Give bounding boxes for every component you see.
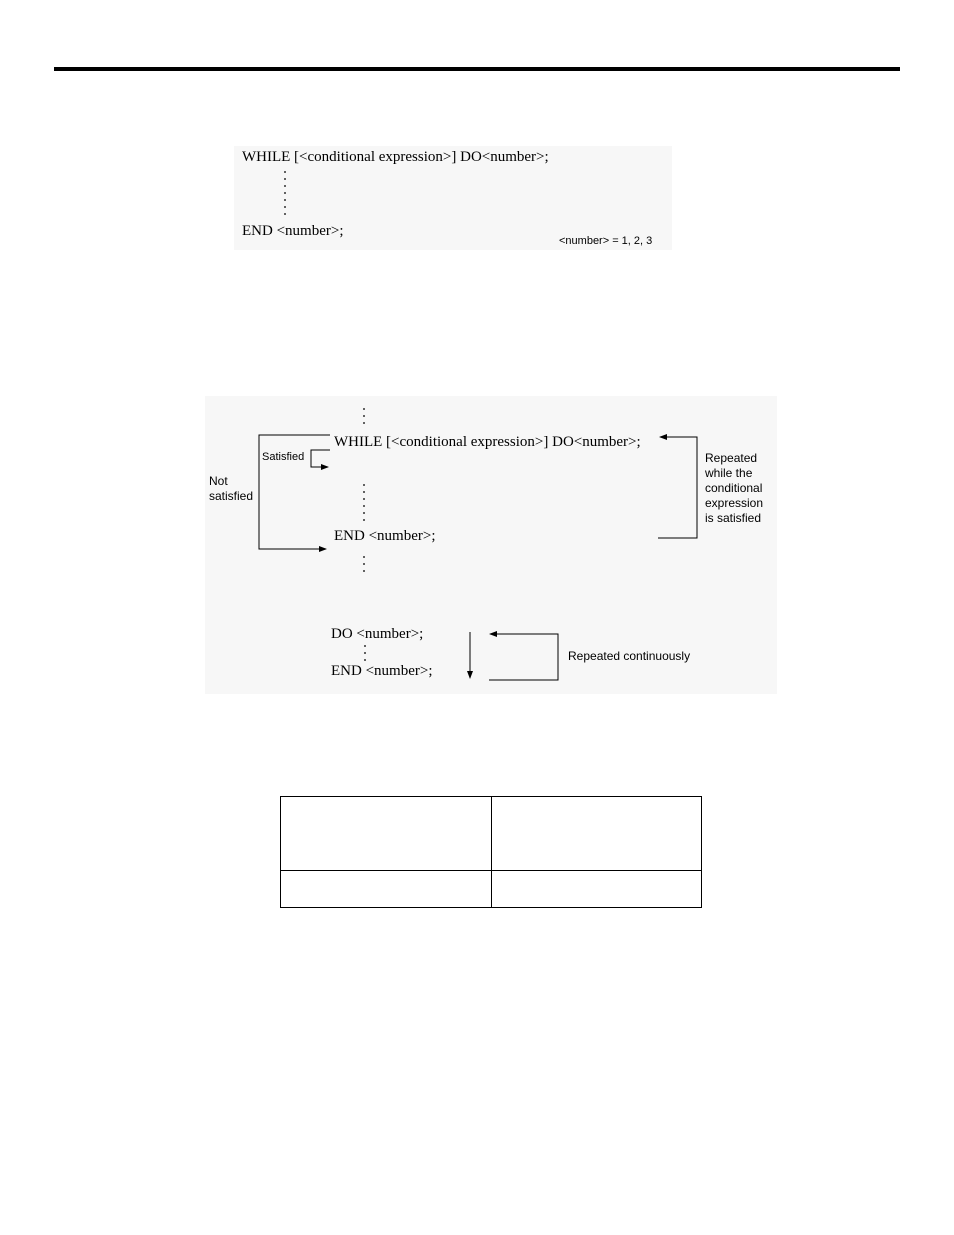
- figure1-while-line: WHILE [<conditional expression>] DO<number>;: [242, 149, 549, 165]
- figure2-not-label-line2: satisfied: [209, 489, 254, 503]
- figure2-repeated-label-line5: is satisfied: [705, 511, 762, 525]
- figure2-middle-ellipsis: [361, 484, 367, 526]
- figure1-end-line: END <number>;: [242, 223, 344, 239]
- figure2-end-line: END <number>;: [334, 528, 436, 544]
- figure2-bottom-ellipsis: [361, 556, 367, 577]
- table-row-divider: [281, 870, 701, 871]
- figure2-not-label-line1: Not: [209, 474, 228, 488]
- figure2-satisfied-label: Satisfied: [262, 451, 305, 463]
- figure1-number-note: <number> = 1, 2, 3: [559, 235, 653, 247]
- figure2-repeated-label-line2: while the: [705, 466, 753, 480]
- figure3-repeated-label: Repeated continuously: [568, 649, 691, 663]
- figure2-repeated-label-line3: conditional: [705, 481, 763, 495]
- table-column-divider: [491, 797, 492, 907]
- figure2-repeated-label-line4: expression: [705, 496, 764, 510]
- figure2-while-line: WHILE [<conditional expression>] DO<number>;: [334, 434, 641, 450]
- figure2-top-ellipsis: [361, 408, 367, 429]
- figure3-do-line: DO <number>;: [331, 626, 424, 642]
- empty-table: [280, 796, 702, 908]
- figure2-repeated-label-line1: Repeated: [705, 451, 758, 465]
- figure3-end-line: END <number>;: [331, 663, 433, 679]
